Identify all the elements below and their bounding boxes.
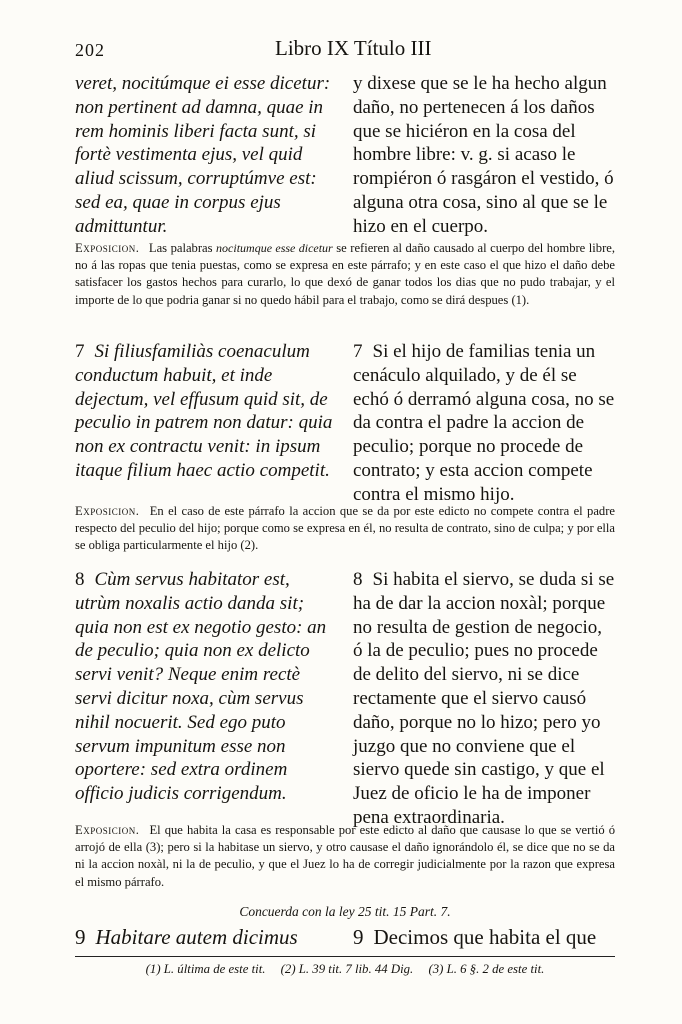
page-number: 202 (75, 40, 105, 60)
exposition-quote: nocitumque esse dicetur (216, 241, 333, 255)
footnote-divider (75, 956, 615, 957)
paragraph-block (75, 568, 615, 828)
exposition-label: Exposicion. (75, 504, 140, 518)
exposition-text: se refieren al daño causado al cuerpo del hombre libre, no á las ropas que tenia puestas, como se expresa en este párrafo; y en este caso el que hizo el daño debe satisfacer los gastos hechos para curarlo, lo que dexó de ganar todos los dias que no pudo trabajar, y el importe de lo que podria ganar si no quedo hábil para el trabajo, como se dirá despues (1). (75, 241, 616, 307)
footnote: (1) L. última de este tit. (145, 962, 266, 976)
page-header (75, 36, 615, 66)
spanish-text: 8 Si habita el siervo, se duda si se ha de dar la accion noxàl; porque no resulta de gestion de negocio, ó la de peculio; pues no procede de delito del siervo, ni se dice rectamente que el siervo causó daño, porque no lo hizo; pero yo juzgo que no conviene que el siervo quede sin castigo, y que el Juez de oficio le ha de imponer pena extraordinaria. (353, 569, 615, 828)
exposition-text: El que habita la casa es responsable por este edicto al daño que causase lo que se vertió ó arrojó de ella (3); pero si la habitase un siervo, y otro causase el daño ignorándolo él, se dice que no se da ni la accion noxàl, ni la de peculio, y que el Juez lo ha de corregir judicialmente por la razon que expresa el mismo párrafo. (75, 823, 615, 889)
exposition-pre: Las palabras (148, 241, 213, 255)
paragraph-block (75, 926, 615, 954)
latin-text: 8 Cùm servus habitator est, utrùm noxalis actio danda sit; quia non est ex negotio gesto: an de peculio; quia non ex delicto servi venit? Neque enim rectè servi dicitur noxa, cùm servus nihil nocuerit. Sed ego puto servum impunitum esse non oportere: sed extra ordinem officio judicis corrigendum. (75, 569, 327, 805)
exposition-label: Exposicion. (75, 823, 140, 837)
exposition (75, 503, 615, 555)
paragraph-number: 7 (75, 341, 85, 362)
exposition (75, 822, 615, 891)
concordance-note: Concuerda con la ley 25 tit. 15 Part. 7. (239, 904, 451, 919)
footnotes (75, 962, 615, 977)
spanish-text: 9 Decimos que habita el que (353, 925, 597, 949)
running-title: Libro IX Título III (275, 36, 432, 60)
spanish-text: 7 Si el hijo de familias tenia un cenáculo alquilado, y de él se echó ó derramó alguna cosa, no se da contra el padre la accion de peculio; porque no procede de contrato; y esta accion compete contra el mismo hijo. (353, 341, 615, 505)
footnote: (3) L. 6 §. 2 de este tit. (428, 962, 545, 976)
paragraph-block (75, 72, 615, 237)
paragraph-number: 9 (75, 925, 86, 949)
latin-text: 7 Si filiusfamiliàs coenaculum conductum habuit, et inde dejectum, vel effusum quid sit, de peculio in patrem non datur: quia non ex contractu venit: in ipsum itaque filium haec actio competit. (75, 341, 333, 481)
latin-text: 9 Habitare autem dicimus (75, 925, 298, 949)
paragraph-number: 8 (353, 569, 363, 590)
latin-text: veret, nocitúmque ei esse dicetur: non pertinent ad damna, quae in rem hominis liberi facta sunt, si fortè vestimenta ejus, vel quid aliud scissum, corruptúmve est: sed ea, quae in corpus ejus admittuntur. (75, 73, 331, 237)
paragraph-block (75, 340, 615, 505)
exposition-label: Exposicion. (75, 241, 140, 255)
paragraph-number: 8 (75, 569, 85, 590)
exposition (75, 240, 615, 309)
paragraph-number: 7 (353, 341, 363, 362)
paragraph-number: 9 (353, 925, 364, 949)
spanish-text: y dixese que se le ha hecho algun daño, no pertenecen á los daños que se hiciéron en la cosa del hombre libre: v. g. si acaso le rompiéron ó rasgáron el vestido, ó alguna otra cosa, sino al que se le hizo en el cuerpo. (353, 73, 614, 237)
exposition-text: En el caso de este párrafo la accion que se da por este edicto no compete contra el padre respecto del peculio del hijo; porque como se expresa en él, no resulta de contrato, sino de culpa; y por ella se obliga particularmente el hijo (2). (75, 504, 615, 553)
footnote: (2) L. 39 tit. 7 lib. 44 Dig. (280, 962, 414, 976)
